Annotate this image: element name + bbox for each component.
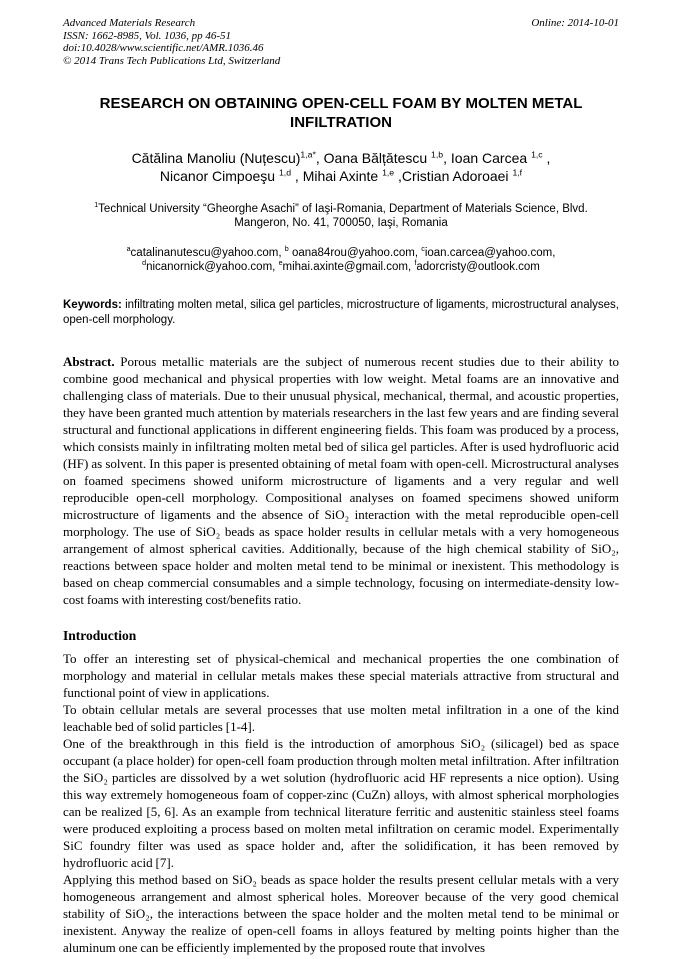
author-affiliation-sup: 1,a* <box>300 149 316 160</box>
authors-line-2 <box>63 167 619 185</box>
journal-name: Advanced Materials Research <box>63 17 196 29</box>
author-affiliation-sup: 1,b <box>431 149 444 160</box>
author-affiliation-sup: 1,e <box>382 167 395 178</box>
email-sup: b <box>284 245 289 254</box>
keywords-text: infiltrating molten metal, silica gel particles, microstructure of ligaments, microstructural analyses, open-cell morphology. <box>63 299 619 326</box>
email-separator: , <box>278 247 285 259</box>
introduction-paragraph: One of the breakthrough in this field is the introduction of amorphous SiO₂ (silicagel) bed as space occupant (a place holder) for open-cell foam production through molten metal infiltration. After infiltration the SiO₂ particles are dissolved by a wet solution (hydrofluoric acid HF represents a nice option). Using this way extremely homogeneous foam of copper-zinc (CuZn) alloys, with almost spherical morphologies can be realized [5, 6]. As an example from technical literature ferritic and austenitic stainless steel foams were produced exploiting a process based on molten metal infiltration on ceramic model. Experimentally SiC foundry filter was used as space holder and, after the solidification, it has been removed by hydrofluoric acid [7]. <box>63 736 619 870</box>
abstract-label: Abstract. <box>63 354 115 369</box>
author <box>132 150 324 166</box>
authors-block <box>63 149 619 185</box>
author-email <box>421 247 555 259</box>
email-sup: a <box>126 245 131 254</box>
section-heading-introduction: Introduction <box>63 628 137 643</box>
paper-title: RESEARCH ON OBTAINING OPEN-CELL FOAM BY MOLTEN METAL INFILTRATION <box>99 95 583 131</box>
email-address: adorcristy@outlook.com <box>416 260 540 273</box>
author-email <box>285 247 421 259</box>
email-address: nicanornick@yahoo.com <box>146 260 273 273</box>
affiliation-block <box>63 203 619 230</box>
author-separator: , <box>443 150 451 166</box>
affiliation-sup: 1 <box>94 201 99 210</box>
email-address: oana84rou@yahoo.com <box>288 247 415 259</box>
emails-block <box>63 247 619 274</box>
author-separator: , <box>542 150 551 166</box>
introduction-paragraph: Applying this method based on SiO₂ beads as space holder the results present cellular metals with a very homogeneous arrangement and almost spherical holes. Moreover because of the very good chemical stability of SiO₂, the interactions between the space holder and the molten metal tend to be minimal or inexistent. Anyway the realize of open-cell foams in alloys featured by melting points higher than the aluminum one can be efficiently implemented by the proposed route that involves <box>63 872 619 955</box>
author <box>324 150 451 166</box>
author-name: Mihai Axinte <box>302 168 383 184</box>
email-address: ioan.carcea@yahoo.com <box>424 247 553 259</box>
journal-info <box>63 17 280 67</box>
author-email <box>127 247 285 259</box>
journal-doi: doi:10.4028/www.scientific.net/AMR.1036.46 <box>63 42 264 54</box>
emails-line-1 <box>63 247 619 261</box>
journal-header <box>63 17 619 67</box>
emails-line-2 <box>63 258 619 275</box>
affiliation-line-1 <box>63 203 619 217</box>
author-affiliation-sup: 1,d <box>278 167 292 178</box>
email-sup: d <box>142 258 147 267</box>
author-name: Cătălina Manoliu (Nuțescu) <box>131 150 301 166</box>
author-affiliation-sup: 1,c <box>531 149 543 160</box>
introduction-paragraph: To offer an interesting set of physical-chemical and mechanical properties the one combination of morphology and material in cellular metals makes these special materials attractive from structural and functional point of view in applications. <box>63 651 619 700</box>
introduction-paragraph: To obtain cellular metals are several processes that use molten metal infiltration in a one of the kind leachable bed of solid particles [1-4]. <box>63 702 619 734</box>
author-name: Cristian Adoroaei <box>401 168 513 184</box>
author-name: Ioan Carcea <box>450 150 532 166</box>
email-sup: f <box>414 258 417 267</box>
author-separator: , <box>315 150 324 166</box>
author-email <box>278 258 417 273</box>
author <box>160 168 303 184</box>
email-sup: c <box>421 245 425 254</box>
authors-line-1 <box>63 149 619 167</box>
abstract-text: Porous metallic materials are the subject of numerous recent studies due to their ability to combine good mechanical and physical properties with low weight. Metal foams are an innovative and challenging class of materials. Due to their unusual physical, mechanical, thermal, and acoustic properties, they have been granted much attention by materials researchers in the last few years and are finding several structural and functional applications in different engineering fields. This foam was produced by a process, which consists mainly in infiltrating molten metal bed of silica gel particles. After is used hydrofluoric acid (HF) as solvent. In this paper is presented obtaining of metal foam with open-cell. Microstructural analyses on foamed specimens showed uniform microstructure of ligaments and a very regular and well reproducible open-cell morphology. Compositional analyses on foamed specimens showed uniform microstructure of ligaments and the absence of SiO₂ interaction with the metal reproducible open-cell morphology. The use of SiO₂ beads as space holder results in cellular metals with a very homogeneous arrangement of almost spherical cavities. Additionally, because of the high chemical stability of SiO₂, reactions between space holder and molten metal tend to be minimal or inexistent. This methodology is based on cheap commercial consumables and a simple technology, focusing on intermediate-density low-cost foams with interesting cost/benefits ratio. <box>63 354 619 607</box>
affiliation-line-2: Mangeron, No. 41, 700050, Iaşi, Romania <box>234 216 448 229</box>
author-separator: , <box>394 168 402 184</box>
affiliation-text: Technical University “Gheorghe Asachi” of Iaşi-Romania, Department of Materials Science, Blvd. <box>98 203 588 215</box>
email-separator: , <box>407 260 415 273</box>
author-separator: , <box>291 168 303 184</box>
author-email <box>142 258 279 273</box>
email-address: catalinanutescu@yahoo.com <box>130 247 279 259</box>
author-email <box>414 258 540 273</box>
email-address: mihai.axinte@gmail.com <box>282 260 408 273</box>
email-separator: , <box>552 247 556 259</box>
email-separator: , <box>414 247 422 259</box>
journal-issn-volume: ISSN: 1662-8985, Vol. 1036, pp 46-51 <box>63 29 232 42</box>
email-sup: e <box>278 258 283 267</box>
journal-copyright: © 2014 Trans Tech Publications Ltd, Switzerland <box>63 54 281 67</box>
author-name: Nicanor Cimpoeşu <box>159 168 279 184</box>
online-date: Online: 2014-10-01 <box>531 17 619 29</box>
author <box>402 168 522 184</box>
author <box>451 150 551 166</box>
author-name: Oana Bălțătescu <box>323 150 432 166</box>
author-affiliation-sup: 1,f <box>512 167 523 178</box>
author <box>303 168 402 184</box>
keywords-block <box>63 298 619 327</box>
abstract-block <box>63 353 619 608</box>
email-separator: , <box>272 260 279 273</box>
keywords-label: Keywords: <box>63 299 122 311</box>
